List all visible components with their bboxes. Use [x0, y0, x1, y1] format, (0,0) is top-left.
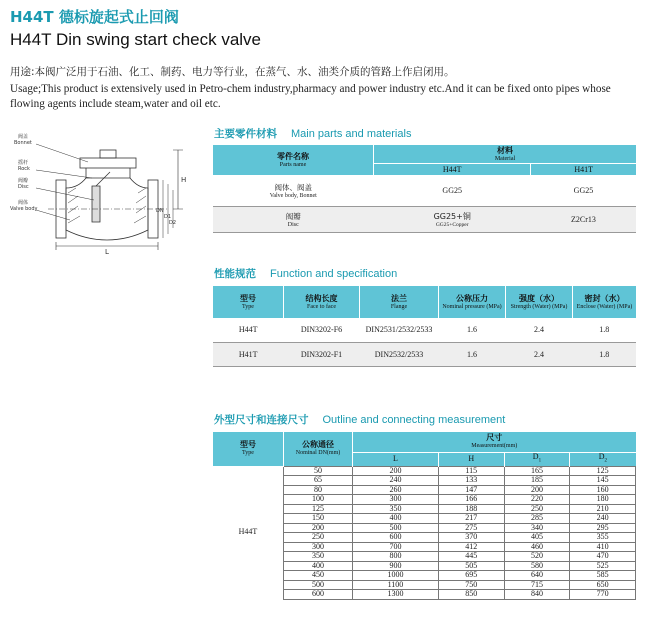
dims-model: H44T [213, 466, 284, 599]
dims-col-dn-cn: 公称通径 [302, 440, 334, 450]
dims-cell: 412 [438, 542, 504, 552]
dims-table [213, 432, 636, 600]
parts-col-h44t: H44T [374, 164, 531, 175]
parts-row-h44t: GG25 [374, 175, 531, 207]
spec-col-type [213, 286, 284, 318]
spec-section-title [214, 266, 397, 281]
dims-cell: 400 [353, 514, 439, 524]
dims-cell: 400 [284, 561, 353, 571]
dims-cell: 600 [353, 533, 439, 543]
dims-cell: 350 [353, 504, 439, 514]
spec-col-flange-cn: 法兰 [391, 294, 407, 303]
parts-row-name-en: Disc [287, 222, 299, 228]
dims-cell: 210 [570, 504, 636, 514]
dims-cell: 260 [353, 485, 439, 495]
parts-row-h41t: GG25 [531, 175, 636, 207]
spec-cell: 1.8 [573, 318, 637, 342]
parts-col-material [374, 145, 637, 164]
spec-cell: 1.6 [439, 318, 506, 342]
dims-cell: 285 [504, 514, 570, 524]
dim-l: L [105, 248, 109, 256]
dims-col-type [213, 432, 284, 466]
dims-cell: 350 [284, 552, 353, 562]
spec-col-enclose [573, 286, 637, 318]
dims-cell: 240 [353, 476, 439, 486]
dims-cell: 147 [438, 485, 504, 495]
spec-col-strength-cn: 强度（水） [519, 294, 559, 303]
spec-cell: 2.4 [506, 318, 573, 342]
dims-cell: 220 [504, 495, 570, 505]
parts-row-name-en: Valve body, Bonnet [269, 192, 317, 199]
spec-col-strength [506, 286, 573, 318]
dims-cell: 1000 [353, 571, 439, 581]
parts-row-name [213, 175, 374, 207]
dims-cell: 65 [284, 476, 353, 486]
label-bonnet-cn: 阀盖 [18, 134, 29, 140]
label-body-cn: 阀体 [18, 200, 29, 206]
dims-cell: 200 [504, 485, 570, 495]
dims-cell: 410 [570, 542, 636, 552]
dims-cell: 600 [284, 590, 353, 600]
dims-col-measurement [353, 432, 636, 452]
parts-row-h41t: Z2Cr13 [531, 207, 636, 233]
dims-cell: 160 [570, 485, 636, 495]
title-en: H44T Din swing start check valve [10, 30, 262, 49]
spec-row [213, 318, 636, 342]
dims-section-cn: 外型尺寸和连接尺寸 [214, 414, 309, 426]
parts-row-h44t-value: GG25+铜 [433, 212, 471, 221]
spec-cell: 1.8 [573, 342, 637, 366]
spec-table [213, 286, 636, 367]
dims-cell: 133 [438, 476, 504, 486]
dims-cell: 50 [284, 466, 353, 476]
dims-cell: 900 [353, 561, 439, 571]
dims-cell: 165 [504, 466, 570, 476]
valve-drawing [8, 128, 203, 256]
dims-cell: 295 [570, 523, 636, 533]
dims-col-meas-cn: 尺寸 [486, 433, 503, 442]
dims-cell: 300 [284, 542, 353, 552]
dims-col-h: H [438, 452, 504, 466]
dim-d1: D1 [164, 214, 172, 220]
parts-row-name-cn: 阀体、阀盖 [274, 182, 312, 192]
parts-col-mat-en: Material [494, 156, 516, 162]
dims-cell: 250 [504, 504, 570, 514]
parts-col-name-en: Parts name [279, 161, 307, 168]
dims-col-d2: $D_2$ [570, 452, 636, 466]
parts-col-name [213, 145, 374, 175]
label-disc-cn: 阀瓣 [18, 178, 29, 184]
dims-cell: 217 [438, 514, 504, 524]
dims-cell: 525 [570, 561, 636, 571]
dims-cell: 145 [570, 476, 636, 486]
spec-col-flange-en: Flange [390, 304, 408, 310]
dims-cell: 580 [504, 561, 570, 571]
dims-cell: 150 [284, 514, 353, 524]
dims-cell: 180 [570, 495, 636, 505]
parts-table [213, 145, 636, 233]
spec-col-strength-en: Strength (Water) (MPa) [510, 304, 568, 310]
label-rock-en: Rock [18, 166, 30, 172]
dims-cell: 125 [570, 466, 636, 476]
parts-row-name-cn: 阀瓣 [285, 212, 301, 221]
dims-cell: 1100 [353, 580, 439, 590]
parts-row-name [213, 207, 374, 233]
usage-en: Usage;This product is extensively used in Petro-chem industry,pharmacy and power industry etc.And it can be fixed onto pipes whose flowing agents include steam,water and oil etc. [10, 83, 611, 110]
dims-cell: 405 [504, 533, 570, 543]
dims-cell: 840 [504, 590, 570, 600]
dims-cell: 240 [570, 514, 636, 524]
parts-col-h41t: H41T [531, 164, 636, 175]
parts-row-h44t-note: GG25+Copper [435, 222, 469, 228]
spec-cell: DIN3202-F6 [284, 318, 360, 342]
dims-cell: 715 [504, 580, 570, 590]
dims-col-d1-label: D [532, 451, 539, 461]
dims-cell: 505 [438, 561, 504, 571]
dims-col-d1: $D_1$ [504, 452, 570, 466]
dims-col-l: L [353, 452, 439, 466]
dims-cell: 115 [438, 466, 504, 476]
spec-col-pressure-en: Nominal pressure (MPa) [442, 304, 502, 310]
spec-section-en: Function and specification [270, 268, 398, 280]
dims-cell: 470 [570, 552, 636, 562]
spec-cell: DIN2532/2533 [360, 342, 439, 366]
spec-cell: 1.6 [439, 342, 506, 366]
dims-section-title [214, 412, 505, 427]
spec-col-pressure-cn: 公称压力 [456, 294, 488, 303]
dims-row [213, 466, 636, 476]
spec-cell: H44T [213, 318, 284, 342]
parts-section-en: Main parts and materials [291, 128, 412, 140]
dims-col-type-cn: 型号 [240, 440, 256, 450]
dims-body [213, 466, 636, 599]
dims-cell: 300 [353, 495, 439, 505]
dims-cell: 355 [570, 533, 636, 543]
dims-cell: 200 [353, 466, 439, 476]
dims-cell: 695 [438, 571, 504, 581]
label-disc-en: Disc [18, 184, 29, 190]
dims-cell: 370 [438, 533, 504, 543]
spec-col-face-en: Face to face [307, 304, 336, 310]
dim-dn: DN [156, 208, 164, 214]
label-bonnet-en: Bonnet [14, 140, 32, 146]
spec-col-type-en: Type [242, 304, 254, 310]
dims-cell: 250 [284, 533, 353, 543]
dims-cell: 460 [504, 542, 570, 552]
dims-cell: 80 [284, 485, 353, 495]
dims-cell: 275 [438, 523, 504, 533]
dims-cell: 750 [438, 580, 504, 590]
dims-col-dn [284, 432, 353, 466]
dims-col-meas-en: Measurement(mm) [471, 442, 518, 449]
parts-row [213, 207, 636, 233]
label-rock-cn: 摇杆 [18, 160, 29, 166]
dims-cell: 585 [570, 571, 636, 581]
usage-cn: 用途:本阀广泛用于石油、化工、制药、电力等行业，在蒸气、水、油类介质的管路上作启闭用。 [10, 66, 455, 78]
dims-cell: 200 [284, 523, 353, 533]
spec-cell: H41T [213, 342, 284, 366]
dims-cell: 185 [504, 476, 570, 486]
label-body-en: Valve body [10, 206, 38, 212]
spec-col-enclose-cn: 密封（水） [584, 294, 625, 303]
dims-cell: 800 [353, 552, 439, 562]
parts-col-mat-cn: 材料 [497, 146, 513, 155]
spec-col-type-cn: 型号 [240, 294, 256, 303]
dims-cell: 1300 [353, 590, 439, 600]
title-cn: H44T 德标旋起式止回阀 [10, 8, 179, 26]
parts-col-name-cn: 零件名称 [277, 151, 309, 161]
dims-cell: 500 [284, 580, 353, 590]
dims-cell: 850 [438, 590, 504, 600]
dims-col-type-en: Type [242, 449, 254, 456]
parts-row-h44t [374, 207, 531, 233]
dims-cell: 445 [438, 552, 504, 562]
dims-cell: 100 [284, 495, 353, 505]
dims-cell: 700 [353, 542, 439, 552]
dims-col-dn-en: Nominal DN(mm) [295, 449, 341, 456]
dims-cell: 500 [353, 523, 439, 533]
dims-cell: 125 [284, 504, 353, 514]
spec-col-face [284, 286, 360, 318]
spec-col-flange [360, 286, 439, 318]
spec-col-pressure [439, 286, 506, 318]
spec-col-enclose-en: Enclose (Water) (MPa) [576, 304, 633, 310]
parts-section-title [214, 126, 411, 141]
spec-col-face-cn: 结构长度 [305, 294, 338, 303]
parts-section-cn: 主要零件材料 [214, 128, 277, 140]
spec-cell: DIN2531/2532/2533 [360, 318, 439, 342]
dims-cell: 650 [570, 580, 636, 590]
dims-col-d2-label: D [598, 451, 605, 461]
spec-section-cn: 性能规范 [214, 268, 256, 280]
parts-row [213, 175, 636, 207]
dims-cell: 188 [438, 504, 504, 514]
dims-cell: 770 [570, 590, 636, 600]
dims-section-en: Outline and connecting measurement [322, 414, 506, 426]
dim-d2: D2 [169, 220, 177, 226]
dims-cell: 166 [438, 495, 504, 505]
spec-row [213, 342, 636, 366]
dims-cell: 450 [284, 571, 353, 581]
dims-cell: 520 [504, 552, 570, 562]
dim-h: H [181, 176, 187, 184]
spec-cell: DIN3202-F1 [284, 342, 360, 366]
spec-cell: 2.4 [506, 342, 573, 366]
dims-cell: 640 [504, 571, 570, 581]
dims-cell: 340 [504, 523, 570, 533]
